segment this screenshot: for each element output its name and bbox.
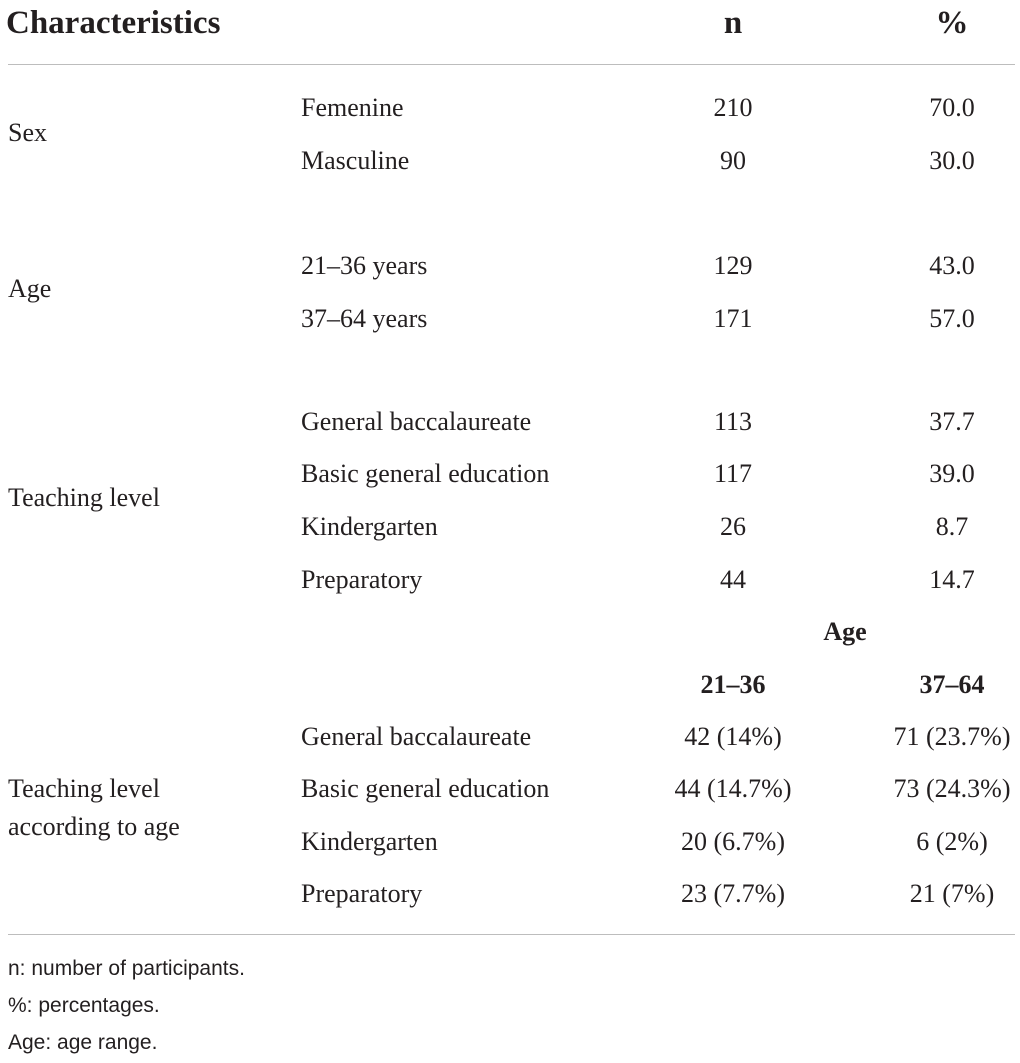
row-n: 117 [713, 459, 753, 488]
header-n: n [723, 5, 743, 41]
row-count-21-36: 23 (7.7%) [681, 879, 785, 908]
footnote-age: Age: age range. [8, 1031, 158, 1054]
row-pct: 39.0 [929, 459, 975, 488]
footnote-percentages: %: percentages. [8, 994, 160, 1017]
row-count-37-64: 21 (7%) [909, 879, 995, 908]
row-label: Preparatory [301, 565, 423, 594]
row-label: Masculine [301, 146, 410, 175]
row-n: 171 [713, 304, 753, 333]
header-characteristics: Characteristics [6, 5, 221, 41]
header-percent: % [935, 5, 969, 41]
row-n: 113 [713, 407, 753, 436]
row-n: 44 [720, 565, 746, 594]
row-n: 210 [713, 93, 753, 122]
header-rule [8, 64, 1015, 65]
row-pct: 43.0 [929, 251, 975, 280]
row-n: 90 [720, 146, 746, 175]
subheader-37-64: 37–64 [919, 670, 985, 699]
group-label-teaching-by-age-line1: Teaching level [8, 774, 160, 803]
row-n: 26 [720, 512, 746, 541]
row-label: General baccalaureate [301, 722, 532, 751]
row-pct: 37.7 [929, 407, 975, 436]
row-count-37-64: 6 (2%) [916, 827, 988, 856]
footer-rule [8, 934, 1015, 935]
row-count-21-36: 44 (14.7%) [674, 774, 792, 803]
row-n: 129 [713, 251, 753, 280]
row-label: Preparatory [301, 879, 423, 908]
row-count-37-64: 71 (23.7%) [893, 722, 1011, 751]
row-pct: 70.0 [929, 93, 975, 122]
row-count-37-64: 73 (24.3%) [893, 774, 1011, 803]
row-label: Femenine [301, 93, 404, 122]
footnote-n: n: number of participants. [8, 957, 245, 980]
group-label-teaching-level: Teaching level [8, 483, 160, 512]
subheader-21-36: 21–36 [700, 670, 766, 699]
row-pct: 30.0 [929, 146, 975, 175]
row-label: General baccalaureate [301, 407, 532, 436]
group-label-age: Age [8, 274, 52, 303]
group-label-teaching-by-age-line2: according to age [8, 812, 180, 841]
row-count-21-36: 20 (6.7%) [681, 827, 785, 856]
row-pct: 8.7 [935, 512, 969, 541]
row-label: Kindergarten [301, 512, 438, 541]
row-label: 37–64 years [301, 304, 428, 333]
subheader-age: Age [823, 617, 867, 646]
group-label-sex: Sex [8, 118, 47, 147]
row-pct: 57.0 [929, 304, 975, 333]
row-pct: 14.7 [929, 565, 975, 594]
row-count-21-36: 42 (14%) [684, 722, 782, 751]
row-label: Basic general education [301, 459, 550, 488]
row-label: Basic general education [301, 774, 550, 803]
row-label: Kindergarten [301, 827, 438, 856]
row-label: 21–36 years [301, 251, 428, 280]
